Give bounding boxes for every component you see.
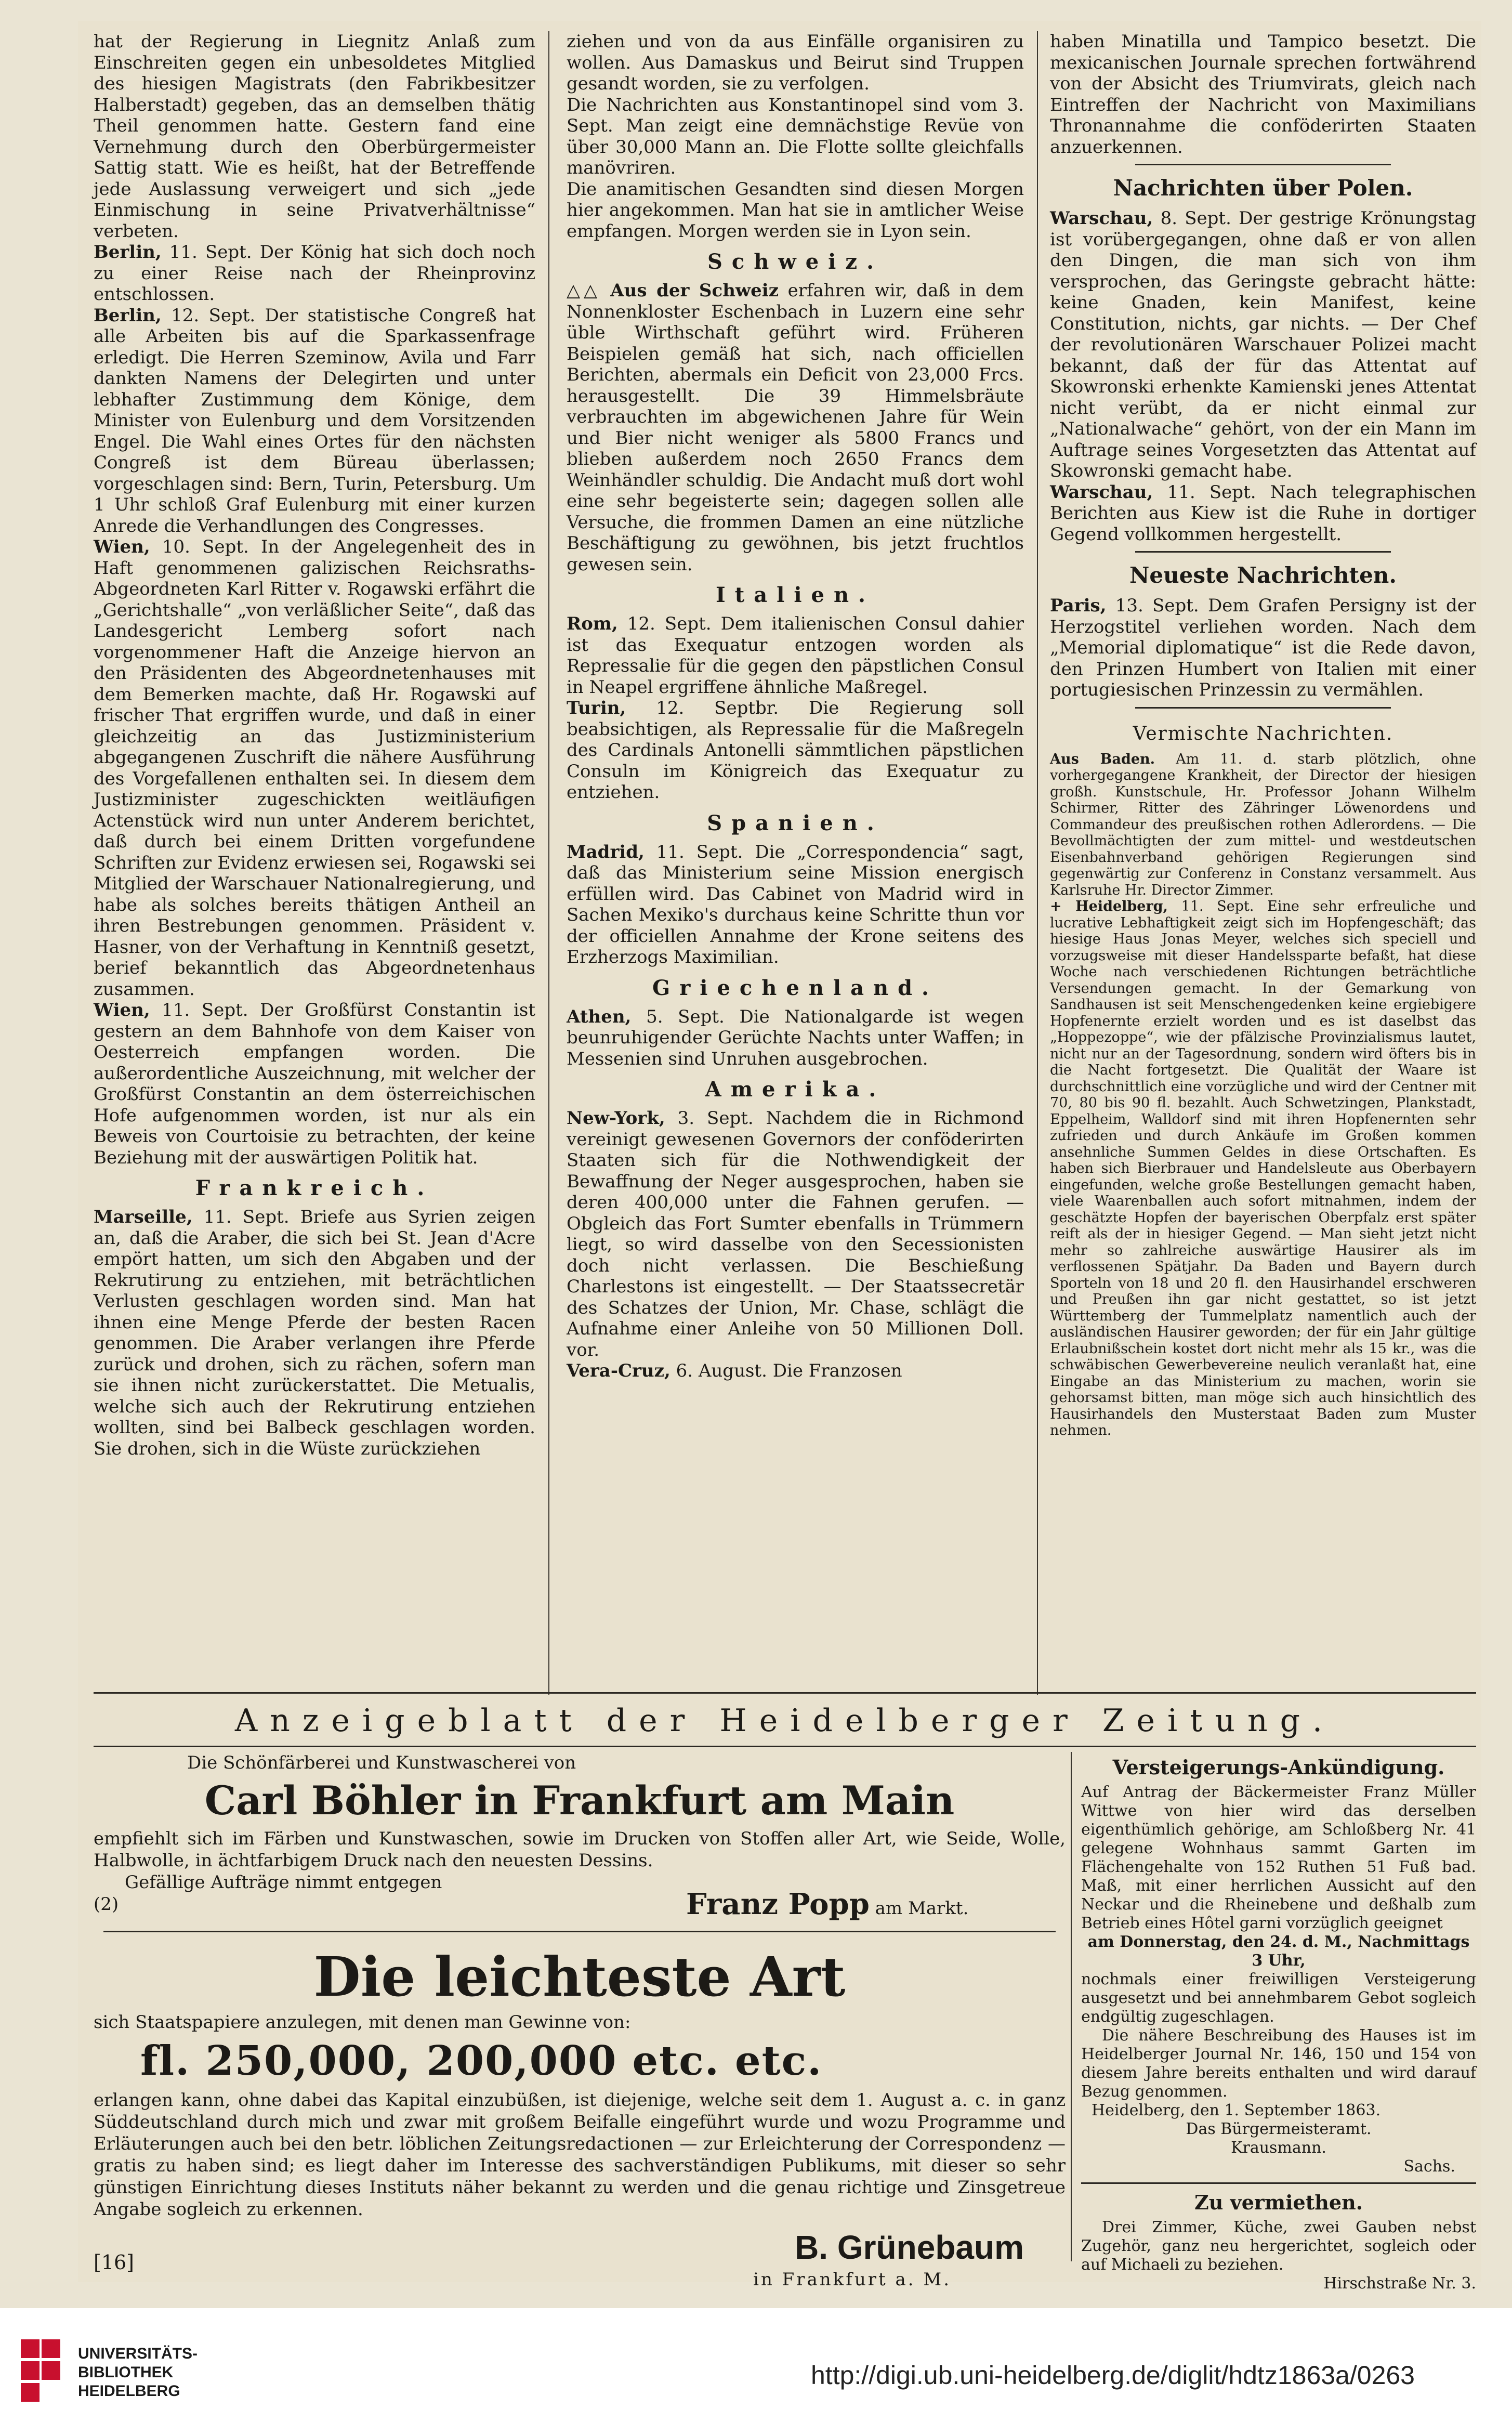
divider bbox=[1081, 2182, 1476, 2184]
dateline: Turin, bbox=[567, 698, 626, 718]
article-body: 11. Sept. Der König hat sich doch noch zu einer Reise nach der Rheinprovinz entschlossen. bbox=[94, 242, 535, 305]
ads-title: Anzeigeblatt der Heidelberger Zeitung. bbox=[234, 1703, 1335, 1739]
divider bbox=[1135, 164, 1391, 165]
ads-left bbox=[94, 1752, 1066, 2290]
auction-place-date: Heidelberg, den 1. September 1863. bbox=[1092, 2101, 1381, 2119]
dateline: △△ Aus der Schweiz bbox=[567, 280, 779, 301]
ad-agent-suffix: am Markt. bbox=[875, 1898, 969, 1919]
ad-agent bbox=[686, 1887, 969, 1921]
digitization-footer bbox=[0, 2308, 1512, 2435]
article-body: 5. Sept. Die Nationalgarde ist wegen beunruhigender Gerüchte Nachts unter Waffen; in Messenien sind Unruhen ausgebrochen. bbox=[567, 1006, 1024, 1069]
article-body: Am 11. d. starb plötzlich, ohne vorhergegangene Krankheit, der Director der hiesigen großh. Kunstschule, Hr. Professor Johann Wilhelm Schirmer, Ritter des Zähringer Löwenordens und Commandeur des preußischen rothen Adlerordens. — Die Bevollmächtigten der zum mittel- und westdeutschen Eisenbahnverband gehörigen Regierungen sind gegenwärtig zur Conferenz in Constanz versammelt. Aus Karlsruhe Hr. Director Zimmer. bbox=[1050, 751, 1476, 898]
article-warschau-1 bbox=[1050, 208, 1476, 482]
section-rule bbox=[94, 1692, 1476, 1694]
rent-body: Drei Zimmer, Küche, zwei Gauben nebst Zugehör, ganz neu hergerichtet, sogleich oder auf Michaeli zu beziehen. bbox=[1081, 2218, 1476, 2274]
dateline: Aus Baden. bbox=[1050, 751, 1155, 767]
auction-heading: Versteigerungs-Ankündigung. bbox=[1112, 1756, 1445, 1779]
article-paris bbox=[1050, 595, 1476, 701]
article-text: Die anamitischen Gesandten sind diesen Morgen hier angekommen. Man hat sie in amtlicher Weise empfangen. Morgen werden sie in Lyon sein. bbox=[567, 178, 1024, 242]
article-text: haben Minatilla und Tampico besetzt. Die mexicanischen Journale sprechen fortwährend von der Absicht des Triumvirats, gleich nach Eintreffen der Nachricht von Maximilians Thronannahme die conföderirten Staaten anzuerkennen. bbox=[1050, 31, 1476, 158]
dateline: Vera-Cruz, bbox=[567, 1360, 670, 1381]
section-heading-schweiz: Schweiz. bbox=[707, 250, 884, 274]
ad-line: sich Staatspapiere anzulegen, mit denen man Gewinne von: bbox=[94, 2012, 631, 2033]
article-body: 6. August. Die Franzosen bbox=[670, 1360, 902, 1381]
section-rule bbox=[94, 1746, 1476, 1747]
article-body: 8. Sept. Der gestrige Krönungstag ist vorübergegangen, ohne daß er von allen den Dingen, die man sich von ihm versprochen, das Geringste gebracht hätte: keine Gnaden, kein Manifest, keine Constitution, nichts, gar nichts. — Der Chef der revolutionären Warschauer Polizei macht bekannt, daß der für das Attentat auf Skowronski erhenkte Kamienski jenes Attentat nicht verübt, da er nicht einmal zur „Nationalwache“ gehört, von der ein Mann im Auftrage seines Vorgesetzten das Attentat auf Skowronski gemacht habe. bbox=[1050, 208, 1476, 481]
middle-column bbox=[567, 31, 1024, 1684]
dateline: Warschau, bbox=[1050, 481, 1153, 503]
ad-headline: Die leichteste Art bbox=[313, 1945, 846, 2009]
dateline: Athen, bbox=[567, 1006, 632, 1027]
article-body: 13. Sept. Dem Grafen Persigny ist der Herzogstitel verliehen worden. Nach dem „Memorial diplomatique“ ist die Rede davon, den Prinzen Humbert von Italien mit einer portugiesischen Prinzessin zu vermählen. bbox=[1050, 595, 1476, 700]
dateline: Wien, bbox=[94, 1000, 150, 1020]
dateline: Paris, bbox=[1050, 595, 1107, 616]
article-warschau-2 bbox=[1050, 482, 1476, 545]
section-heading-amerika: Amerika. bbox=[705, 1077, 886, 1102]
auction-body-3: Die nähere Beschreibung des Hauses ist im Heidelberger Journal Nr. 146, 150 und 154 von diesem Jahre bereits enthalten und wird darauf Bezug genommen. bbox=[1081, 2026, 1476, 2101]
article-new-york bbox=[567, 1108, 1024, 1360]
article-marseille bbox=[94, 1207, 535, 1459]
heading-vermischte: Vermischte Nachrichten. bbox=[1133, 723, 1393, 744]
heading-polen: Nachrichten über Polen. bbox=[1113, 175, 1413, 201]
ad-agent-name: Franz Popp bbox=[686, 1887, 870, 1921]
dateline: Rom, bbox=[567, 613, 618, 634]
section-heading-spanien: Spanien. bbox=[707, 810, 884, 835]
article-body: 11. Sept. Nach telegraphischen Berichten aus Kiew ist die Ruhe in dortiger Gegend vollkommen hergestellt. bbox=[1050, 481, 1476, 545]
dateline: Marseille, bbox=[94, 1207, 193, 1227]
article-vera-cruz bbox=[567, 1360, 1024, 1382]
article-body: erfahren wir, daß in dem Nonnenkloster Eschenbach in Luzern eine sehr üble Wirthschaft geführt wird. Früheren Beispielen gemäß hat sich, nach officiellen Berichten, abermals ein Deficit von 23,000 Frcs. herausgestellt. Die 39 Himmelsbräute verbrauchten im abgewichenen Jahre für Wein und Bier nicht weniger als 5800 Francs und blieben außerdem noch 2650 Francs dem Weinhändler schuldig. Die Andacht muß dort wohl eine sehr begeisterte sein; dagegen sollen alle Versuche, die frommen Damen an eine nützliche Beschäftigung zu gewöhnen, bis jetzt fruchtlos gewesen sein. bbox=[567, 280, 1024, 575]
library-name bbox=[78, 2345, 198, 2401]
section-heading-griechenland: Griechenland. bbox=[652, 975, 938, 1000]
dateline: Berlin, bbox=[94, 242, 162, 263]
article-text: hat der Regierung in Liegnitz Anlaß zum Einschreiten gegen ein unbesoldetes Mitglied des hiesigen Magistrats (den Fabrikbesitzer Halberstadt) gegeben, das an demselben thätig Theil genommen hatte. Gestern fand eine Vernehmung durch den Oberbürgermeister Sattig statt. Wie es heißt, hat der Betreffende jede Auslassung verweigert und sich „jede Einmischung in seine Privatverhältnisse“ verbeten. bbox=[94, 31, 535, 242]
article-schweiz bbox=[567, 280, 1024, 575]
column-divider bbox=[548, 31, 549, 1695]
article-body: 12. Sept. Dem italienischen Consul dahier ist das Exequatur entzogen worden als Repressalie für die gegen den päpstlichen Consul in Neapel ergriffene ähnliche Maßregel. bbox=[567, 613, 1024, 698]
auction-signer: Sachs. bbox=[1403, 2157, 1455, 2176]
divider bbox=[1135, 551, 1391, 553]
article-body: 12. Septbr. Die Regierung soll beabsichtigen, als Repressalie für die Maßregeln des Cardinals Antonelli sämmtlichen päpstlichen Consuln im Königreich das Exequatur zu entziehen. bbox=[567, 698, 1024, 803]
dateline: + Heidelberg, bbox=[1050, 898, 1168, 914]
auction-body-2: nochmals einer freiwilligen Versteigerung ausgesetzt und bei annehmbarem Gebot sogleich endgültig zugeschlagen. bbox=[1081, 1970, 1476, 2026]
ads-right bbox=[1081, 1752, 1476, 2293]
ad-firm-boehler: Carl Böhler in Frankfurt am Main bbox=[204, 1777, 955, 1824]
article-berlin-2 bbox=[94, 305, 535, 537]
article-body: 3. Sept. Nachdem die in Richmond vereinigt gewesenen Governors der conföderirten Staaten sich für die Nothwendigkeit der Bewaffnung der Neger ausgesprochen, haben sie deren 400,000 unter die Fahnen gerufen. — Obgleich das Fort Sumter ebenfalls in Trümmern liegt, so wird dasselbe von den Secessionisten doch nicht verlassen. Die Beschießung Charlestons ist eingestellt. — Der Staatssecretär des Schatzes der Union, Mr. Chase, schlägt die Aufnahme einer Anleihe von 50 Millionen Doll. vor. bbox=[567, 1108, 1024, 1360]
article-berlin-1 bbox=[94, 242, 535, 305]
ad-firm-gruenebaum: B. Grünebaum bbox=[795, 2229, 1024, 2266]
section-heading-italien: Italien. bbox=[716, 583, 875, 607]
dateline: Madrid, bbox=[567, 841, 645, 862]
article-text: ziehen und von da aus Einfälle organisiren zu wollen. Aus Damaskus und Beirut sind Truppen gesandt worden, sie zu verfolgen. bbox=[567, 31, 1024, 94]
article-body: 11. Sept. Eine sehr erfreuliche und lucrative Lebhaftigkeit zeigt sich im Hopfengeschäft; das hiesige Haus Jonas Meyer, welches sich speciell und vorzugsweise mit dieser Handelssparte befaßt, hat diese Woche nach verschiedenen Richtungen beträchtliche Versendungen gemacht. In der Gemarkung von Sandhausen ist seit Menschengedenken keine ergiebigere Hopfenernte erzielt worden und es ist daselbst das „Hoppezoppe“, wie der pfälzische Provinzialismus lautet, nicht nur an der Tagesordnung, sondern wird öfters bis in die Nacht fortgesetzt. Die Qualität der Waare ist durchschnittlich eine vorzügliche und wird der Centner mit 70, 80 bis 90 fl. bezahlt. Auch Schwetzingen, Plankstadt, Eppelheim, Walldorf sind mit ihren Hopfenernten sehr zufrieden und durch Ankäufe im Großen kommen ansehnliche Summen Geldes in diese Ortschaften. Es haben sich Bierbrauer und Handelsleute aus Oberbayern eingefunden, welche große Bestellungen gemacht haben, viele Waarenballen auch sofort mitnahmen, indem der geschätzte Hopfen der bayerischen Oberpfalz erst später reift als der in hiesiger Gegend. — Man sieht jetzt nicht mehr so zahlreiche auswärtige Hausirer als im verflossenen Spätjahr. Da Baden und Bayern durch Sporteln von 18 und 20 fl. den Hausirhandel erschweren und Preußen ihn gar nicht gestattet, so ist jetzt Württemberg der Tummelplatz namentlich auch der ausländischen Hausirer geworden; der für ein Jahr gültige Erlaubnißschein kostet dort nicht mehr als 15 kr., was die schwäbischen Gewerbevereine neulich veranlaßt hat, eine Eingabe an das Ministerium zu machen, worin sie gehorsamst bitten, man möge sich auch hinsichtlich des Hausirhandels den Musterstaat Baden zum Muster nehmen. bbox=[1050, 898, 1476, 1438]
auction-office: Das Bürgermeisteramt. bbox=[1186, 2120, 1372, 2138]
article-body: 12. Sept. Der statistische Congreß hat alle Arbeiten bis auf die Sparkassenfrage erledigt. Die Herren Szeminow, Avila und Farr dankten Namens der Delegirten und unter lebhafter Zustimmung dem Könige, dem Minister von Eulenburg und dem Vorsitzenden Engel. Die Wahl eines Ortes für den nächsten Congreß ist dem Büreau überlassen; vorgeschlagen sind: Bern, Turin, Petersburg. Um 1 Uhr schloß Graf Eulenburg mit einer kurzen Anrede die Verhandlungen des Congresses. bbox=[94, 305, 535, 536]
ad-agent-row bbox=[94, 1887, 1066, 1925]
ad-intro: Die Schönfärberei und Kunstwascherei von bbox=[187, 1752, 576, 1773]
right-column bbox=[1050, 31, 1476, 1684]
column-divider bbox=[1037, 31, 1038, 1695]
article-wien-2 bbox=[94, 1000, 535, 1168]
left-column bbox=[94, 31, 535, 1684]
ad-body: empfiehlt sich im Färben und Kunstwaschen, sowie im Drucken von Stoffen aller Art, wie Seide, Wolle, Halbwolle, in ächtfarbigem Druck nach den neuesten Dessins. bbox=[94, 1828, 1066, 1871]
article-body: 11. Sept. Briefe aus Syrien zeigen an, daß die Araber, die sich bei St. Jean d'Acre empört hatten, um sich den Abgaben und der Rekrutirung zu entziehen, mit beträchtlichen Verlusten geschlagen worden sind. Man hat ihnen eine Menge Pferde der besten Racen genommen. Die Araber verlangen ihre Pferde zurück und drohen, sich zu rächen, sofern man sie ihnen nicht zurückerstattet. Die Metualis, welche sich auch der Rekrutirung entziehen wollten, sind bei Balbeck geschlagen worden. Sie drohen, sich in die Wüste zurückziehen bbox=[94, 1207, 535, 1459]
newspaper-page bbox=[78, 21, 1481, 2293]
rent-address: Hirschstraße Nr. 3. bbox=[1323, 2274, 1476, 2293]
rent-heading: Zu vermiethen. bbox=[1194, 2191, 1363, 2214]
library-line: UNIVERSITÄTS- bbox=[78, 2345, 198, 2362]
article-body: 11. Sept. Die „Correspondencia“ sagt, daß das Ministerium seine Mission energisch erfüllen wird. Das Cabinet von Madrid wird in Sachen Mexiko's durchaus keine Schritte thun vor der officiellen Annahme der Krone seitens des Erzherzogs Maximilian. bbox=[567, 841, 1024, 967]
article-heidelberg bbox=[1050, 898, 1476, 1439]
dateline: Wien, bbox=[94, 536, 150, 557]
dateline: New-York, bbox=[567, 1108, 665, 1129]
column-divider bbox=[1071, 1752, 1072, 2261]
heading-neueste: Neueste Nachrichten. bbox=[1129, 562, 1397, 588]
section-heading-frankreich: Frankreich. bbox=[195, 1176, 434, 1200]
article-text: Die Nachrichten aus Konstantinopel sind vom 3. Sept. Man zeigt eine demnächstige Revüe von über 30,000 Mann an. Die Flotte sollte gleichfalls manövriren. bbox=[567, 94, 1024, 178]
divider bbox=[103, 1931, 1056, 1932]
ad-amount: fl. 250,000, 200,000 etc. etc. bbox=[140, 2037, 823, 2085]
logo-icon bbox=[21, 2339, 62, 2407]
article-madrid bbox=[567, 842, 1024, 968]
library-line: HEIDELBERG bbox=[78, 2382, 180, 2400]
source-url-link[interactable]: http://digi.ub.uni-heidelberg.de/diglit/hdtz1863a/0263 bbox=[811, 2361, 1415, 2390]
library-line: BIBLIOTHEK bbox=[78, 2364, 174, 2381]
auction-signer: Krausmann. bbox=[1231, 2139, 1326, 2157]
ad-location: in Frankfurt a. M. bbox=[753, 2269, 951, 2290]
divider bbox=[1135, 707, 1391, 709]
article-body: 10. Sept. In der Angelegenheit des in Haft genommenen galizischen Reichsraths-Abgeordneten Karl Ritter v. Rogawski erfährt die „Gerichtshalle“ „von verläßlicher Seite“, daß das Landesgericht Lemberg sofort nach vorgenommener Haft die Anzeige hiervon an den Präsidenten des Abgeordnetenhauses mit dem Bemerken machte, daß Hr. Rogawski auf frischer That ergriffen wurde, und daß in einer gleichzeitig an das Justizministerium abgegangenen Zuschrift die nähere Ausführung des Vorgefallenen enthalten sei. In diesem dem Justizminister zugeschickten weitläufigen Actenstück wird nun unter Anderem berichtet, daß durch bei einem Dritten vorgefundene Schriften zur Evidenz erwiesen sei, Rogawski sei Mitglied der Warschauer Nationalregierung, und habe als solches bereits thätigen Antheil an ihren Bestrebungen genommen. Präsident v. Hasner, von der Verhaftung in Kenntniß gesetzt, berief bekanntlich das Abgeordnetenhaus zusammen. bbox=[94, 536, 535, 1000]
page-marker: [16] bbox=[94, 2251, 135, 2274]
ad-body: erlangen kann, ohne dabei das Kapital einzubüßen, ist diejenige, welche seit dem 1. August a. c. in ganz Süddeutschland durch mich und zwar mit großem Beifalle eingeführt wurde und wozu Programme und Erläuterungen auch bei den betr. löblichen Zeitungsredactionen — zur Erleichterung der Correspondenz — gratis zu haben sind; es liegt daher im Interesse des sachverständigen Publikums, mit dieser so sehr günstigen Einrichtung dieses Instituts näher bekannt zu werden und die genau richtige und Zinsgetreue Angabe sogleich zu erkennen. bbox=[94, 2090, 1066, 2220]
auction-body: Auf Antrag der Bäckermeister Franz Müller Wittwe von hier wird das derselben eigenthümlich gehörige, am Schloßberg Nr. 41 gelegene Wohnhaus sammt Garten im Flächengehalte von 152 Ruthen 51 Fuß bad. Maß, mit einer herrlichen Aussicht auf den Neckar und die Rheinebene und deßhalb zum Betrieb eines Hôtel garni vorzüglich geeignet bbox=[1081, 1783, 1476, 1932]
university-library-logo bbox=[21, 2339, 62, 2407]
article-athen bbox=[567, 1006, 1024, 1070]
article-baden bbox=[1050, 751, 1476, 899]
article-rom bbox=[567, 613, 1024, 698]
ad-note: Gefällige Aufträge nimmt entgegen bbox=[125, 1872, 442, 1893]
article-body: 11. Sept. Der Großfürst Constantin ist gestern an dem Bahnhofe von dem Kaiser von Oesterreich empfangen worden. Die außerordentliche Auszeichnung, mit welcher der Großfürst Constantin an dem österreichischen Hofe aufgenommen worden, ist nur als ein Beweis von Courtoisie zu betrachten, der keine Beziehung mit der auswärtigen Politik hat. bbox=[94, 1000, 535, 1168]
auction-date: am Donnerstag, den 24. d. M., Nachmittags 3 Uhr, bbox=[1087, 1933, 1470, 1970]
article-wien-1 bbox=[94, 536, 535, 1000]
article-turin bbox=[567, 698, 1024, 803]
ad-number: (2) bbox=[94, 1894, 119, 1915]
dateline: Warschau, bbox=[1050, 208, 1153, 229]
dateline: Berlin, bbox=[94, 305, 162, 326]
